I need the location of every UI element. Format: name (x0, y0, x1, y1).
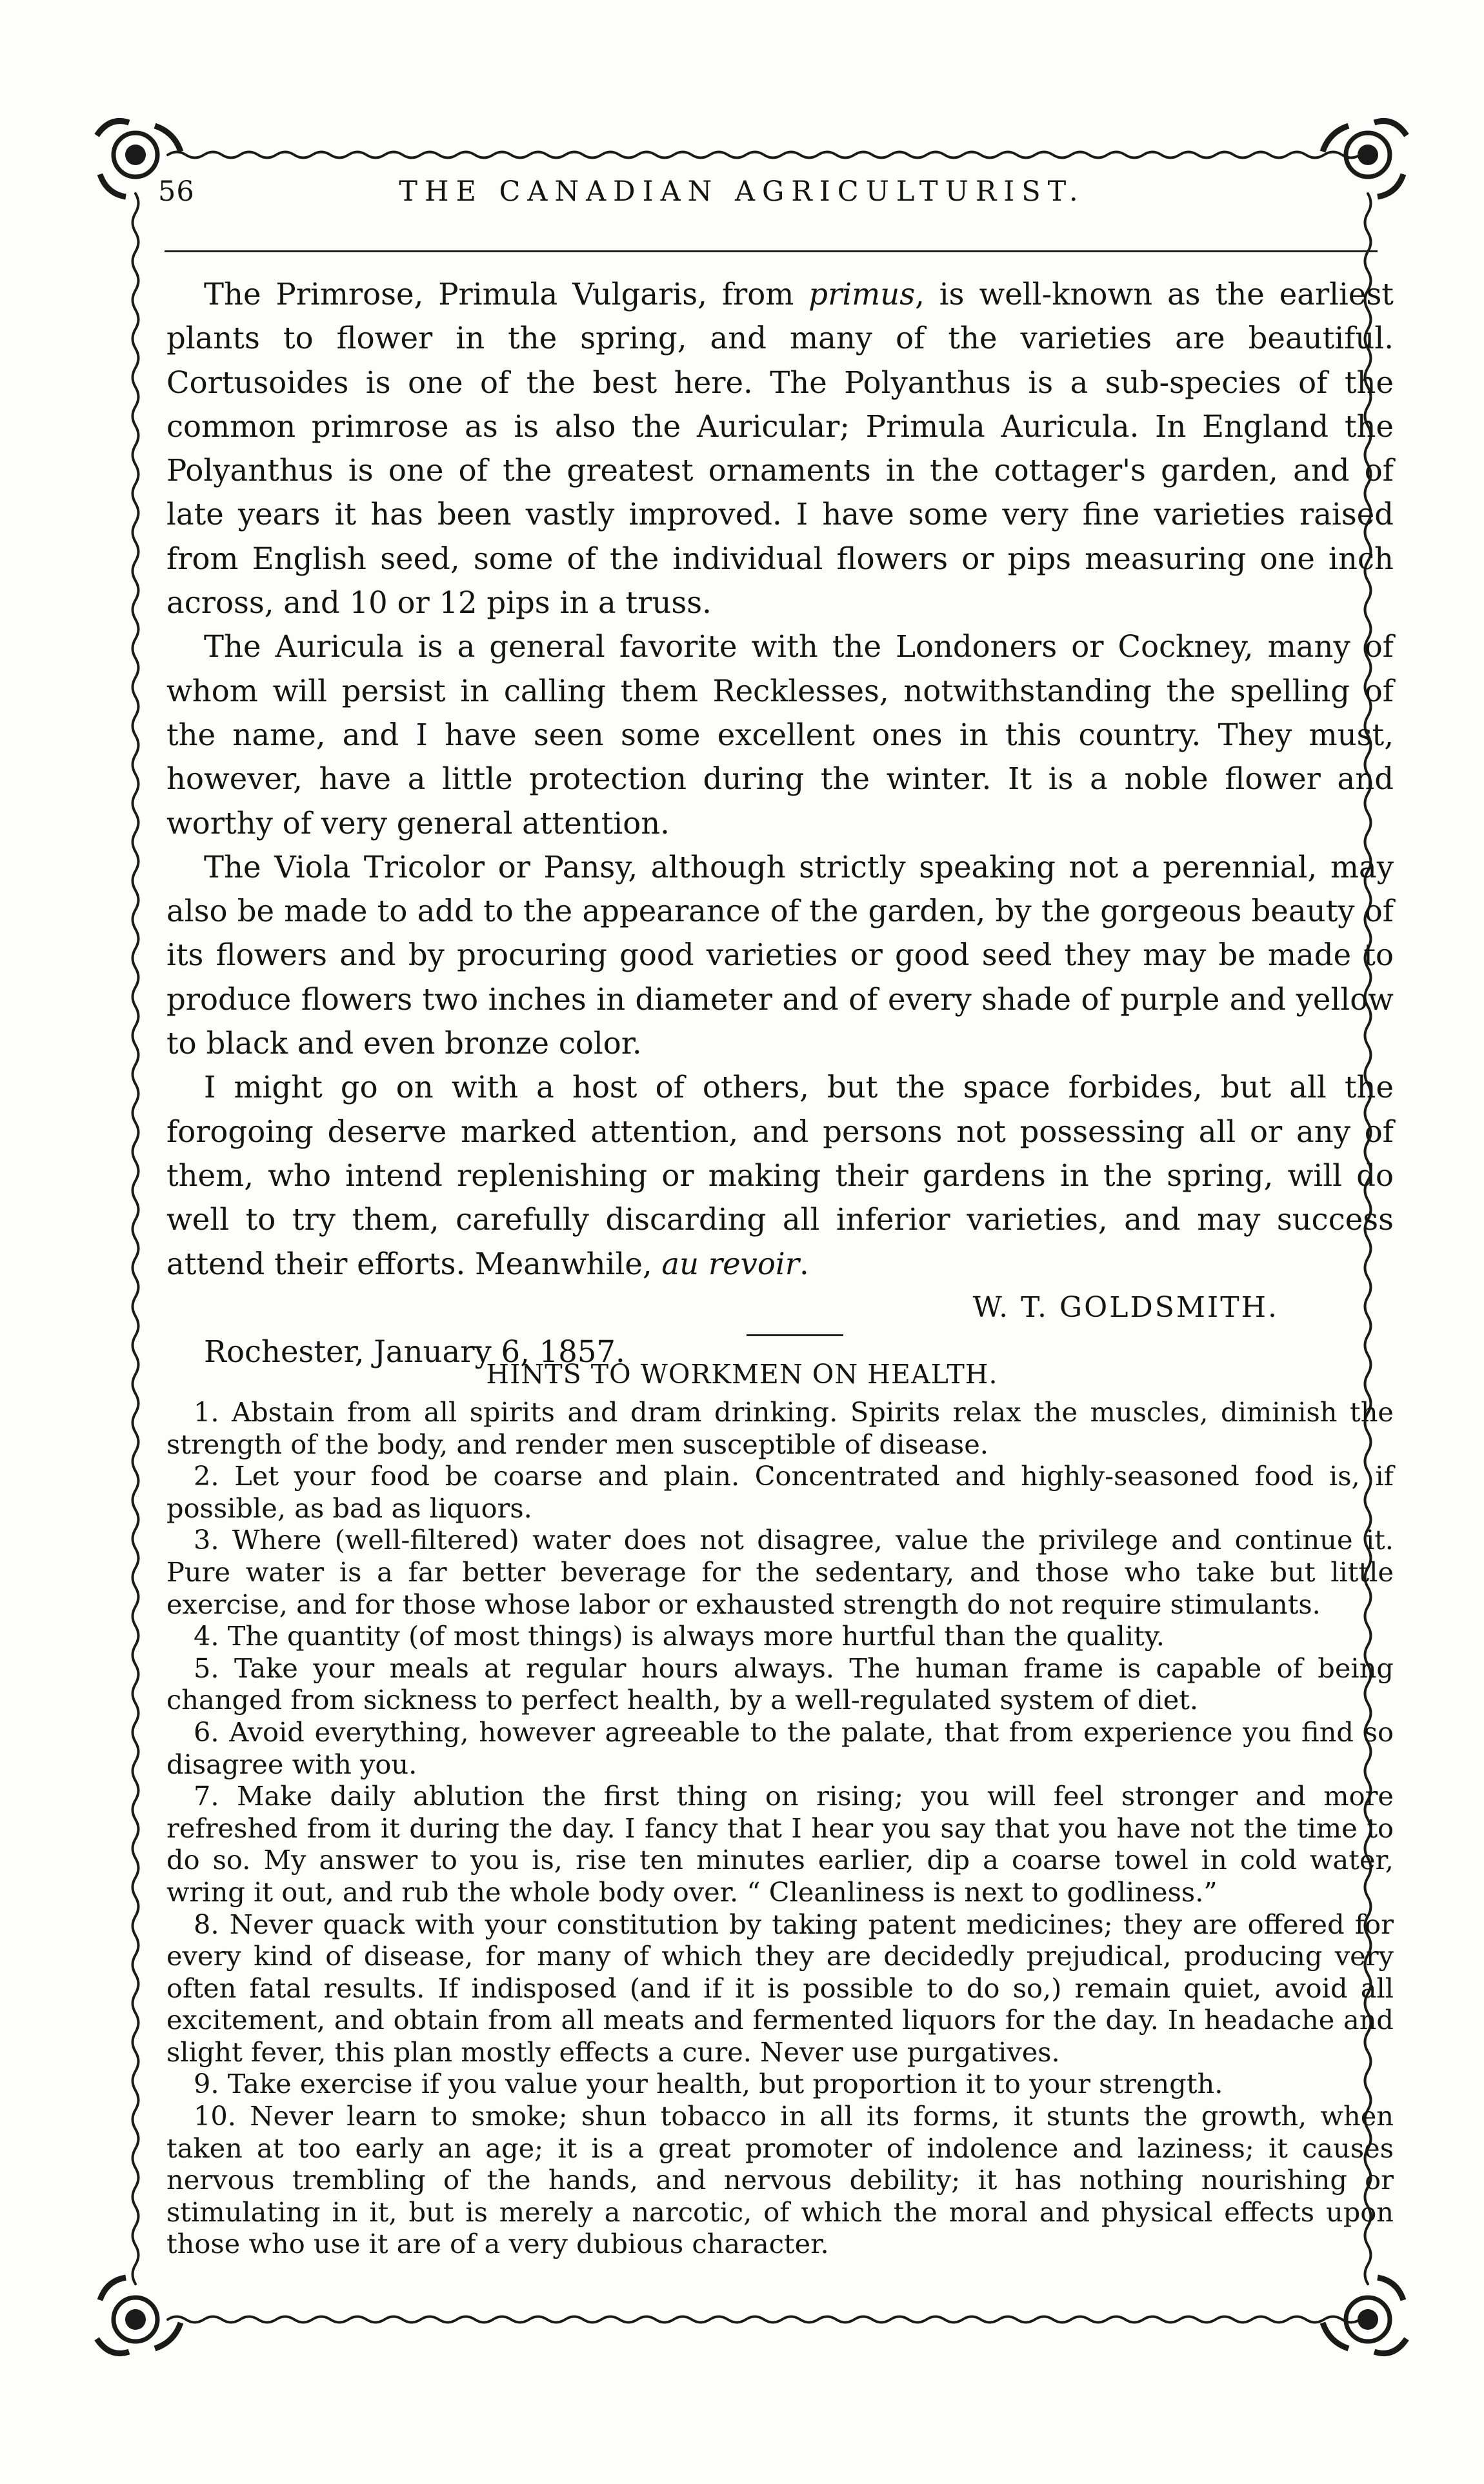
article-body (166, 272, 1394, 1374)
page-number: 56 (158, 175, 195, 208)
hint-item: 8. Never quack with your constitution by taking patent medicines; they are offered for every kind of disease, for many of which they are decidedly prejudical, producing very often fatal results. If indisposed (and if it is possible to do so,) remain quiet, avoid all excitement, and obtain from all meats and fermented liquors for the day. In headache and slight fever, this plan mostly effects a cure. Never use purgatives. (166, 1908, 1394, 2068)
hint-item: 3. Where (well-filtered) water does not disagree, value the privilege and continue it. Pure water is a far better beverage for the sedentary, and those who take but little exercise, and for those whose labor or exhausted strength do not require stimulants. (166, 1524, 1394, 1620)
hint-item: 7. Make daily ablution the first thing on rising; you will feel stronger and more refreshed from it during the day. I fancy that I hear you say that you have not the time to do so. My answer to you is, rise ten minutes earlier, dip a coarse towel in cold water, wring it out, and rub the whole body over. “ Cleanliness is next to godliness.” (166, 1780, 1394, 1908)
running-head: THE CANADIAN AGRICULTURIST. (399, 175, 1085, 208)
border-bottom-wave (168, 2317, 1360, 2323)
hint-item: 2. Let your food be coarse and plain. Concentrated and highly-seasoned food is, if possible, as bad as liquors. (166, 1460, 1394, 1524)
hint-item: 6. Avoid everything, however agreeable to the palate, that from experience you find so disagree with you. (166, 1716, 1394, 1780)
article-paragraph: I might go on with a host of others, but the space forbides, but all the forogoing deserve marked attention, and persons not possessing all or any of them, who intend replenishing or making their gardens in the spring, will do well to try them, carefully discarding all inferior varieties, and may success attend their efforts. Meanwhile, au revoir. (166, 1070, 1394, 1281)
border-top-wave (168, 152, 1360, 158)
signature: W. T. GOLDSMITH. (972, 1290, 1279, 1324)
section-rule (747, 1334, 843, 1336)
italic-phrase: primus (808, 277, 916, 312)
corner-ornament-bottom-left (97, 2278, 181, 2354)
article-paragraph: The Viola Tricolor or Pansy, although strictly speaking not a perennial, may also be made to add to the appearance of the garden, by the gorgeous beauty of its flowers and by procuring good varieties or good seed they may be made to produce flowers two inches in diameter and of every shade of purple and yellow to black and even bronze color. (166, 849, 1394, 1061)
hint-item: 9. Take exercise if you value your health, but proportion it to your strength. (194, 2068, 1223, 2100)
hint-item: 5. Take your meals at regular hours always. The human frame is capable of being changed from sickness to perfect health, by a well-regulated system of diet. (166, 1652, 1394, 1716)
italic-phrase: au revoir (661, 1246, 799, 1281)
article-paragraph: The Auricula is a general favorite with the Londoners or Cockney, many of whom will persist in calling them Recklesses, notwithstanding the spelling of the name, and I have seen some excellent ones in this country. They must, however, have a little protection during the winter. It is a noble flower and worthy of very general attention. (166, 629, 1394, 841)
header-rule (165, 250, 1378, 252)
dateline: Rochester, January 6, 1857. (204, 1334, 625, 1370)
border-left-wave (133, 194, 139, 2284)
hint-item: 10. Never learn to smoke; shun tobacco in all its forms, it stunts the growth, when taken at too early an age; it is a great promoter of indolence and laziness; it causes nervous trembling of the hands, and nervous debility; it has nothing nourishing or stimulating in it, but is merely a narcotic, of which the moral and physical effects upon those who use it are of a very dubious character. (166, 2100, 1394, 2260)
hints-heading: HINTS TO WORKMEN ON HEALTH. (486, 1359, 998, 1390)
hints-list (166, 1396, 1394, 2260)
hint-item: 4. The quantity (of most things) is always more hurtful than the quality. (194, 1620, 1165, 1652)
article-paragraph: The Primrose, Primula Vulgaris, from primus, is well-known as the earliest plants to flower in the spring, and many of the varieties are beautiful. Cortusoides is one of the best here. The Polyanthus is a sub-species of the common primrose as is also the Auricular; Primula Auricula. In England the Polyanthus is one of the greatest ornaments in the cottager's garden, and of late years it has been vastly improved. I have some very fine varieties raised from English seed, some of the individual flowers or pips measuring one inch across, and 10 or 12 pips in a truss. (166, 277, 1394, 621)
hint-item: 1. Abstain from all spirits and dram drinking. Spirits relax the muscles, diminish the strength of the body, and render men susceptible of disease. (166, 1396, 1394, 1460)
